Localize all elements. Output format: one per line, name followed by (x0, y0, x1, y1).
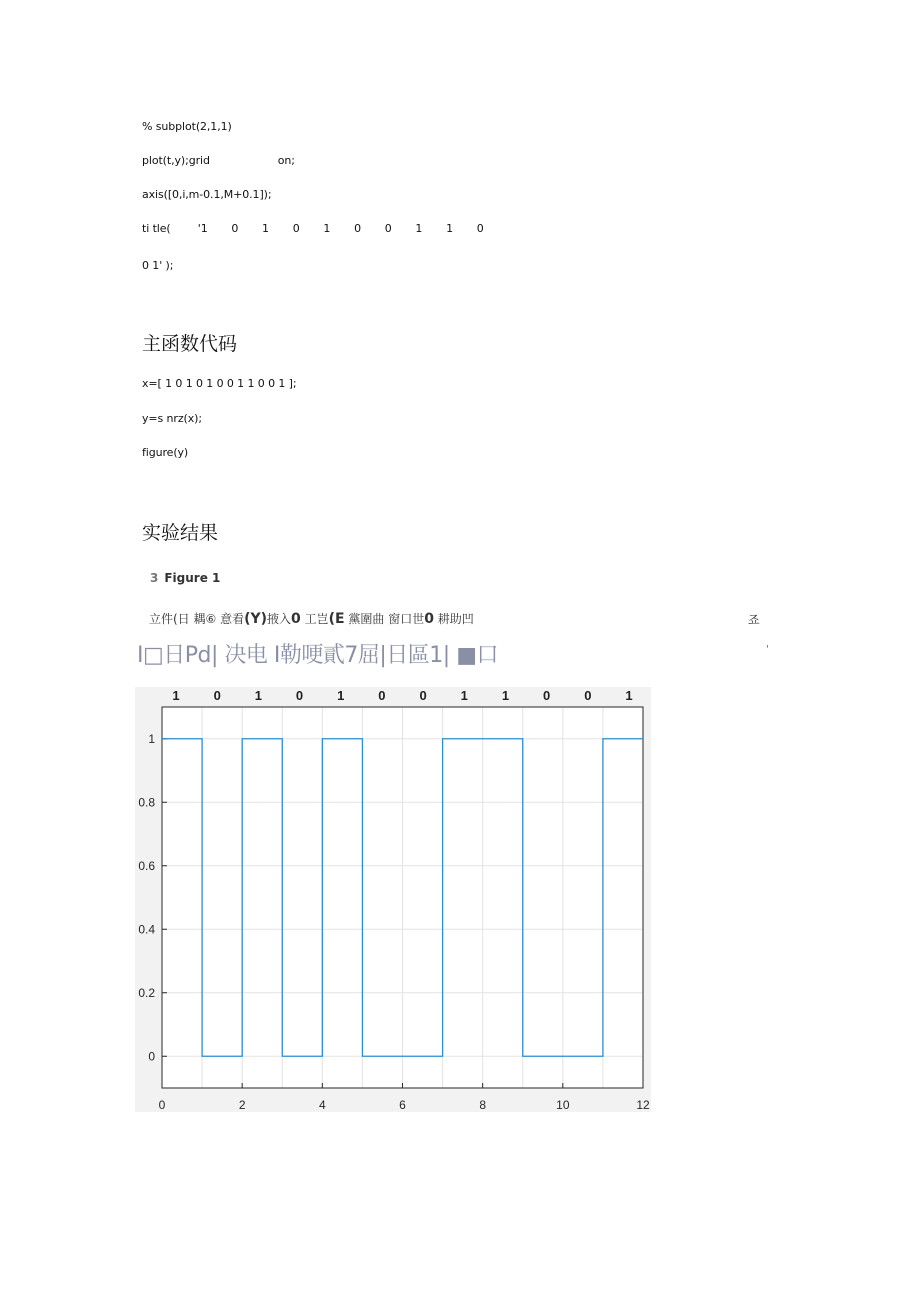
y-tick-label: 0.6 (138, 858, 155, 873)
x-tick-label: 2 (238, 1098, 246, 1112)
figure-number: 3 (150, 571, 159, 585)
title-bit-label: 1 (172, 688, 180, 703)
menu-text[interactable]: 工岂 (300, 612, 329, 626)
code-line: 0 1' ); (142, 259, 174, 272)
code-line: % subplot(2,1,1) (142, 120, 232, 133)
title-bit-label: 0 (213, 688, 221, 703)
x-tick-label: 4 (318, 1098, 326, 1112)
code-line: x=[ 1 0 1 0 1 0 0 1 1 0 0 1 ]; (142, 377, 297, 390)
title-bit-label: 1 (501, 688, 510, 703)
x-tick-label: 10 (556, 1098, 570, 1112)
title-bit-label: 1 (337, 688, 345, 703)
y-tick-label: 1 (148, 731, 155, 746)
x-tick-label: 12 (636, 1098, 650, 1112)
y-tick-label: 0.4 (138, 922, 155, 937)
figure-window-title (150, 571, 220, 585)
x-tick-label: 8 (479, 1098, 487, 1112)
title-bit-label: 1 (460, 688, 468, 703)
figure-title-text: Figure 1 (164, 571, 221, 585)
section-heading-main-code: 主函数代码 (142, 333, 238, 355)
square-wave-plot (135, 687, 651, 1112)
code-line: axis([0,i,m-0.1,M+0.1]); (142, 188, 272, 201)
section-heading-results: 实验结果 (142, 522, 219, 544)
title-bit-label: 0 (419, 688, 427, 703)
menu-right-text: 죠 (748, 613, 760, 627)
code-line: y=s nrz(x); (142, 412, 202, 425)
menu-bold[interactable]: 0 (291, 611, 301, 627)
figure-plot-area (135, 687, 651, 1112)
menu-text[interactable]: 立件(日 耦⑥ 意看 (149, 612, 245, 626)
menu-bold[interactable]: (E (328, 611, 345, 627)
figure-menu-bar[interactable] (149, 610, 474, 627)
menu-text[interactable]: 黨圍曲 窗口世 (344, 612, 425, 626)
title-bit-label: 0 (584, 688, 592, 703)
menu-bold[interactable]: 0 (424, 611, 434, 627)
toolbar-mark: ' (766, 644, 769, 655)
x-tick-label: 6 (399, 1098, 406, 1112)
menu-text[interactable]: 耕助凹 (433, 612, 474, 626)
code-line: ti tle( '1 0 1 0 1 0 0 1 1 0 (142, 222, 484, 235)
code-line: figure(y) (142, 446, 189, 459)
x-tick-label: 0 (158, 1098, 166, 1112)
menu-text[interactable]: 掖入 (267, 612, 292, 626)
title-bit-label: 1 (254, 688, 262, 703)
code-line: plot(t,y);grid on; (142, 154, 295, 167)
y-tick-label: 0 (148, 1049, 155, 1064)
y-tick-label: 0.2 (138, 985, 155, 1000)
title-bit-label: 0 (543, 688, 551, 703)
menu-bold[interactable]: (Y) (244, 611, 268, 627)
y-tick-label: 0.8 (138, 795, 155, 810)
title-bit-label: 1 (625, 688, 633, 703)
title-bit-label: 0 (295, 688, 304, 703)
figure-toolbar[interactable]: I□日Pd| 决电 Ⅰ勒哽貳7屈|日區1| ■口 (137, 643, 498, 668)
title-bit-label: 0 (378, 688, 386, 703)
